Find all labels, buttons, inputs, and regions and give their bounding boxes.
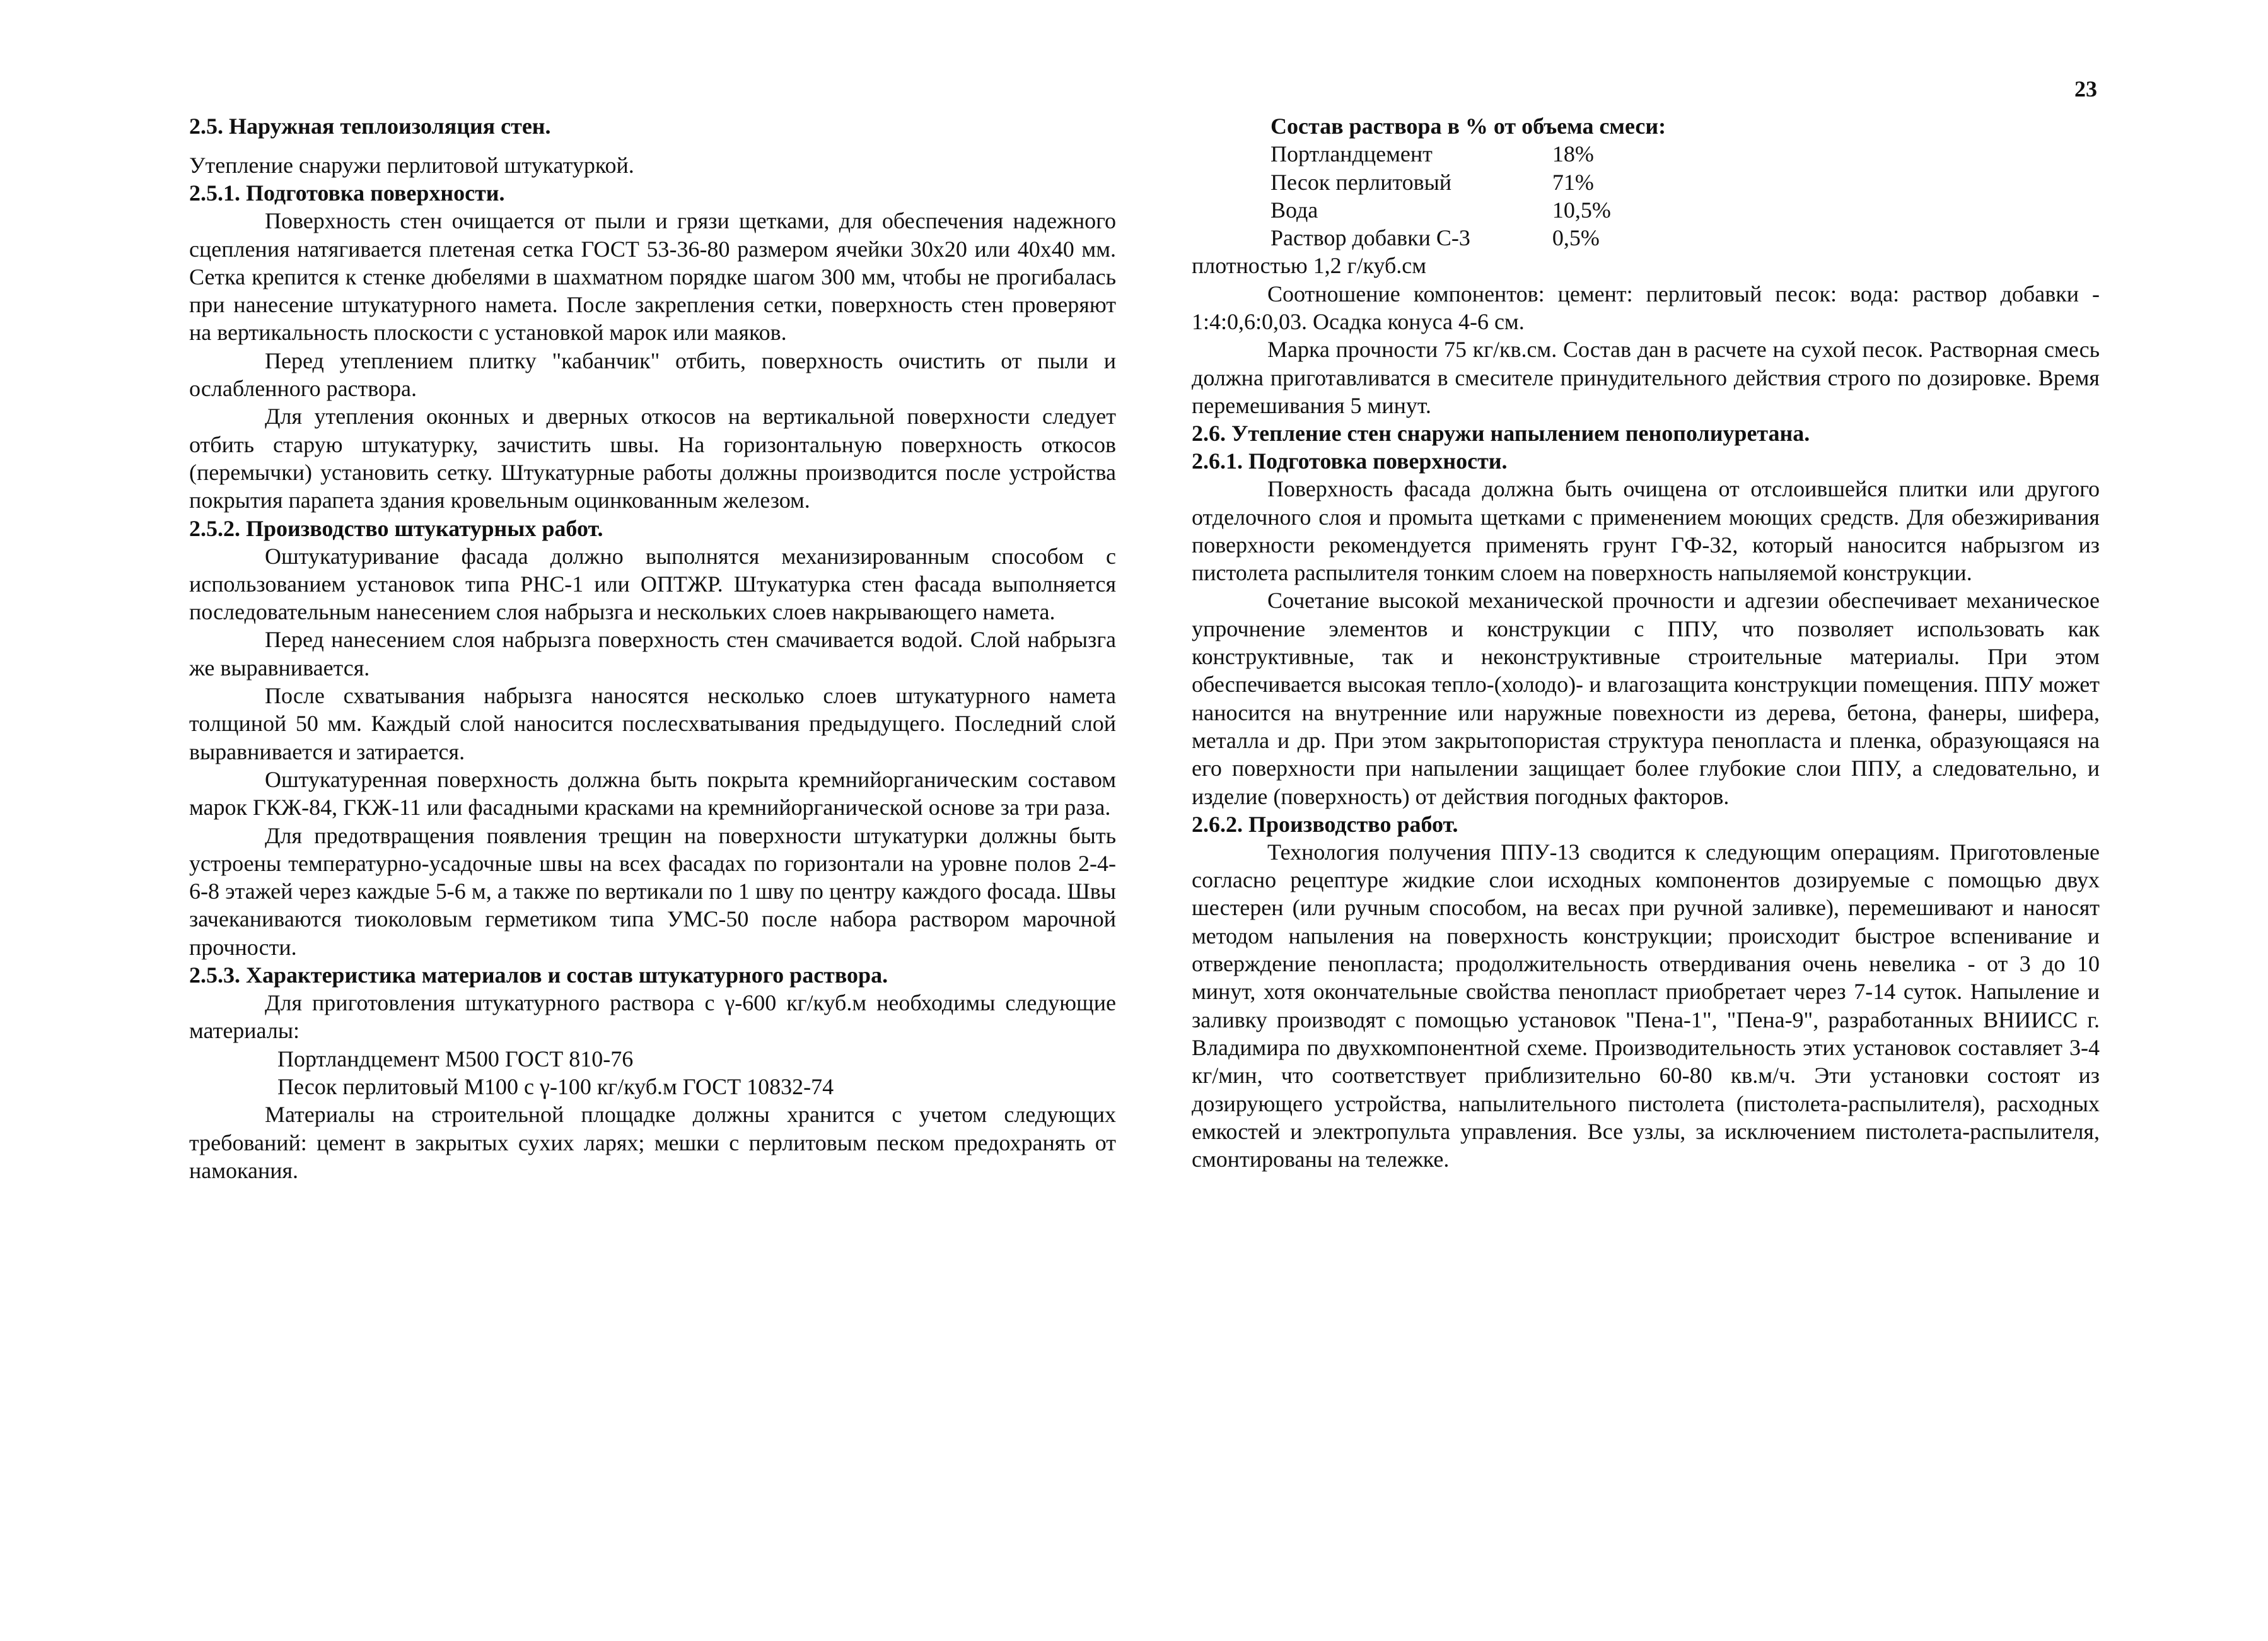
paragraph: Перед нанесением слоя набрызга поверхность стен смачивается водой. Слой набрызга же выравнивается.: [189, 627, 1116, 680]
paragraph: Марка прочности 75 кг/кв.см. Состав дан в расчете на сухой песок. Растворная смесь должна приготавливатся в смесителе принудительного действия строго по дозировке. Время перемешивания 5 минут.: [1192, 337, 2100, 418]
mix-component: Раствор добавки С-3: [1271, 225, 1470, 251]
mix-composition-title: Состав раствора в % от объема смеси:: [1271, 114, 1666, 139]
left-column: [189, 112, 1116, 1184]
paragraph: Для предотвращения появления трещин на поверхности штукатурки должны быть устроены температурно-усадочные швы на всех фасадах по горизонтали на уровне полов 2-4-6-8 этажей через каждые 5-6 м, а также по вертикали по 1 шву по центру каждого фосада. Швы зачеканиваются тиоколовым герметиком типа УМС-50 после набора раствором марочной прочности.: [189, 822, 1116, 960]
paragraph: Оштукатуривание фасада должно выполнятся механизированным способом с использованием установок типа РНС-1 или ОПТЖР. Штукатурка стен фасада выполняется последовательным нанесением слоя набрызга и нескольких слоев накрывающего намета.: [189, 543, 1116, 625]
paragraph: Поверхность стен очищается от пыли и грязи щетками, для обеспечения надежного сцепления натягивается плетеная сетка ГОСТ 53-36-80 размером ячейки 30х20 или 40х40 мм. Сетка крепится к стенке дюбелями в шахматном порядке шагом 300 мм, чтобы не прогибалась при нанесение штукатурного намета. После закрепления сетки, поверхность стен проверяют на вертикальность плоскости с установкой марок или маяков.: [189, 208, 1116, 346]
mix-composition-table: [1271, 140, 1611, 252]
subsection-title: Утепление снаружи перлитовой штукатуркой.: [189, 153, 634, 178]
section-heading-2-5: 2.5. Наружная теплоизоляция стен.: [189, 114, 551, 139]
mix-value: 18%: [1552, 141, 1594, 167]
paragraph: Материалы на строительной площадке должны хранится с учетом следующих требований: цемент в закрытых сухих ларях; мешки с перлитовым песком предохранять от намокания.: [189, 1102, 1116, 1183]
table-row: [1271, 224, 1611, 252]
paragraph: Перед утеплением плитку "кабанчик" отбить, поверхность очистить от пыли и ослабленного раствора.: [189, 347, 1116, 402]
page-number: 23: [2074, 76, 2097, 102]
paragraph: Соотношение компонентов: цемент: перлитовый песок: вода: раствор добавки - 1:4:0,6:0,03. Осадка конуса 4-6 см.: [1192, 281, 2100, 335]
list-item: Портландцемент М500 ГОСТ 810-76: [277, 1046, 634, 1072]
section-heading-2-6: 2.6. Утепление стен снаружи напылением пенополиуретана.: [1192, 421, 1810, 447]
table-row: [1271, 168, 1611, 196]
section-heading-2-6-1: 2.6.1. Подготовка поверхности.: [1192, 448, 1508, 474]
paragraph: Оштукатуренная поверхность должна быть покрыта кремнийорганическим составом марок ГКЖ-84, ГКЖ-11 или фасадными красками на кремнийорганической основе за три раза.: [189, 766, 1116, 820]
paragraph: Сочетание высокой механической прочности и адгезии обеспечивает механическое упрочнение элементов и конструкции с ППУ, что позволяет использовать как конструктивные, так и неконструктивные строительные материалы. При этом обеспечивается высокая тепло-(холодо)- и влагозащита конструкции помещения. ППУ может наносится на внутренние или наружные повехности из дерева, бетона, фанеры, шифера, металла и др. При этом закрытопористая структура пенопласта и пленка, образующаяся на его поверхности при напылении защищает более глубокие слои ППУ, а следовательно, и изделие (поверхность) от действия погодных факторов.: [1192, 588, 2100, 809]
section-heading-2-5-2: 2.5.2. Производство штукатурных работ.: [189, 515, 603, 541]
section-heading-2-6-2: 2.6.2. Производство работ.: [1192, 811, 1458, 837]
list-item: Песок перлитовый М100 с γ-100 кг/куб.м ГОСТ 10832-74: [277, 1073, 834, 1099]
mix-value: 10,5%: [1552, 197, 1611, 223]
paragraph: Поверхность фасада должна быть очищена от отслоившейся плитки или другого отделочного слоя и промыта щетками с применением моющих средств. Для обезжиривания поверхности рекомендуется применять грунт ГФ-32, который наносится набрызгом из пистолета распылителя тонким слоем на поверхность напыляемой конструкции.: [1192, 476, 2100, 586]
paragraph: Технология получения ППУ-13 сводится к следующим операциям. Приготовленые согласно рецептуре жидкие слои исходных компонентов дозируемые с помощью двух шестерен (или ручным способом, на весах при ручной заливке), перемешивают и наносят методом напыления на поверхность конструкции; происходит быстрое вспенивание и отверждение пенопласта; продолжительность отвердивания очень невелика - от 3 до 10 минут, хотя окончательные свойства пенопласт приобретает через 7-14 суток. Напыление и заливку производят с помощью установок "Пена-1", "Пена-9", разработанных ВНИИСС г. Владимира по двухкомпонентной схеме. Производительность этих установок составляет 3-4 кг/мин, что соответствует приблизительно 60-80 кв.м/ч. Эти установки состоят из дозирующего устройства, напылительного пистолета (пистолета-распылителя), расходных емкостей и электропульта управления. Все узлы, за исключением пистолета-распылителя, смонтированы на тележке.: [1192, 839, 2100, 1172]
mix-component: Песок перлитовый: [1271, 169, 1452, 195]
right-column: [1192, 112, 2100, 1173]
paragraph: После схватывания набрызга наносятся несколько слоев штукатурного намета толщиной 50 мм. Каждый слой наносится послесхватывания предыдущего. Последний слой выравнивается и затирается.: [189, 683, 1116, 764]
materials-list: [189, 1045, 1116, 1101]
mix-component: Портландцемент: [1271, 141, 1433, 167]
table-row: [1271, 196, 1611, 224]
mix-component: Вода: [1271, 197, 1318, 223]
section-heading-2-5-1: 2.5.1. Подготовка поверхности.: [189, 180, 505, 206]
mix-value: 0,5%: [1552, 225, 1600, 251]
table-row: [1271, 140, 1611, 168]
mix-value: 71%: [1552, 169, 1594, 195]
section-heading-2-5-3: 2.5.3. Характеристика материалов и состав штукатурного раствора.: [189, 962, 888, 988]
paragraph: Для приготовления штукатурного раствора с γ-600 кг/куб.м необходимы следующие материалы:: [189, 990, 1116, 1044]
paragraph: Для утепления оконных и дверных откосов на вертикальной поверхности следует отбить старую штукатурку, зачистить швы. На горизонтальную поверхность откосов (перемычки) установить сетку. Штукатурные работы должны производится после устройства покрытия парапета здания кровельным оцинкованным железом.: [189, 404, 1116, 513]
density-line: плотностью 1,2 г/куб.см: [1192, 253, 1427, 279]
